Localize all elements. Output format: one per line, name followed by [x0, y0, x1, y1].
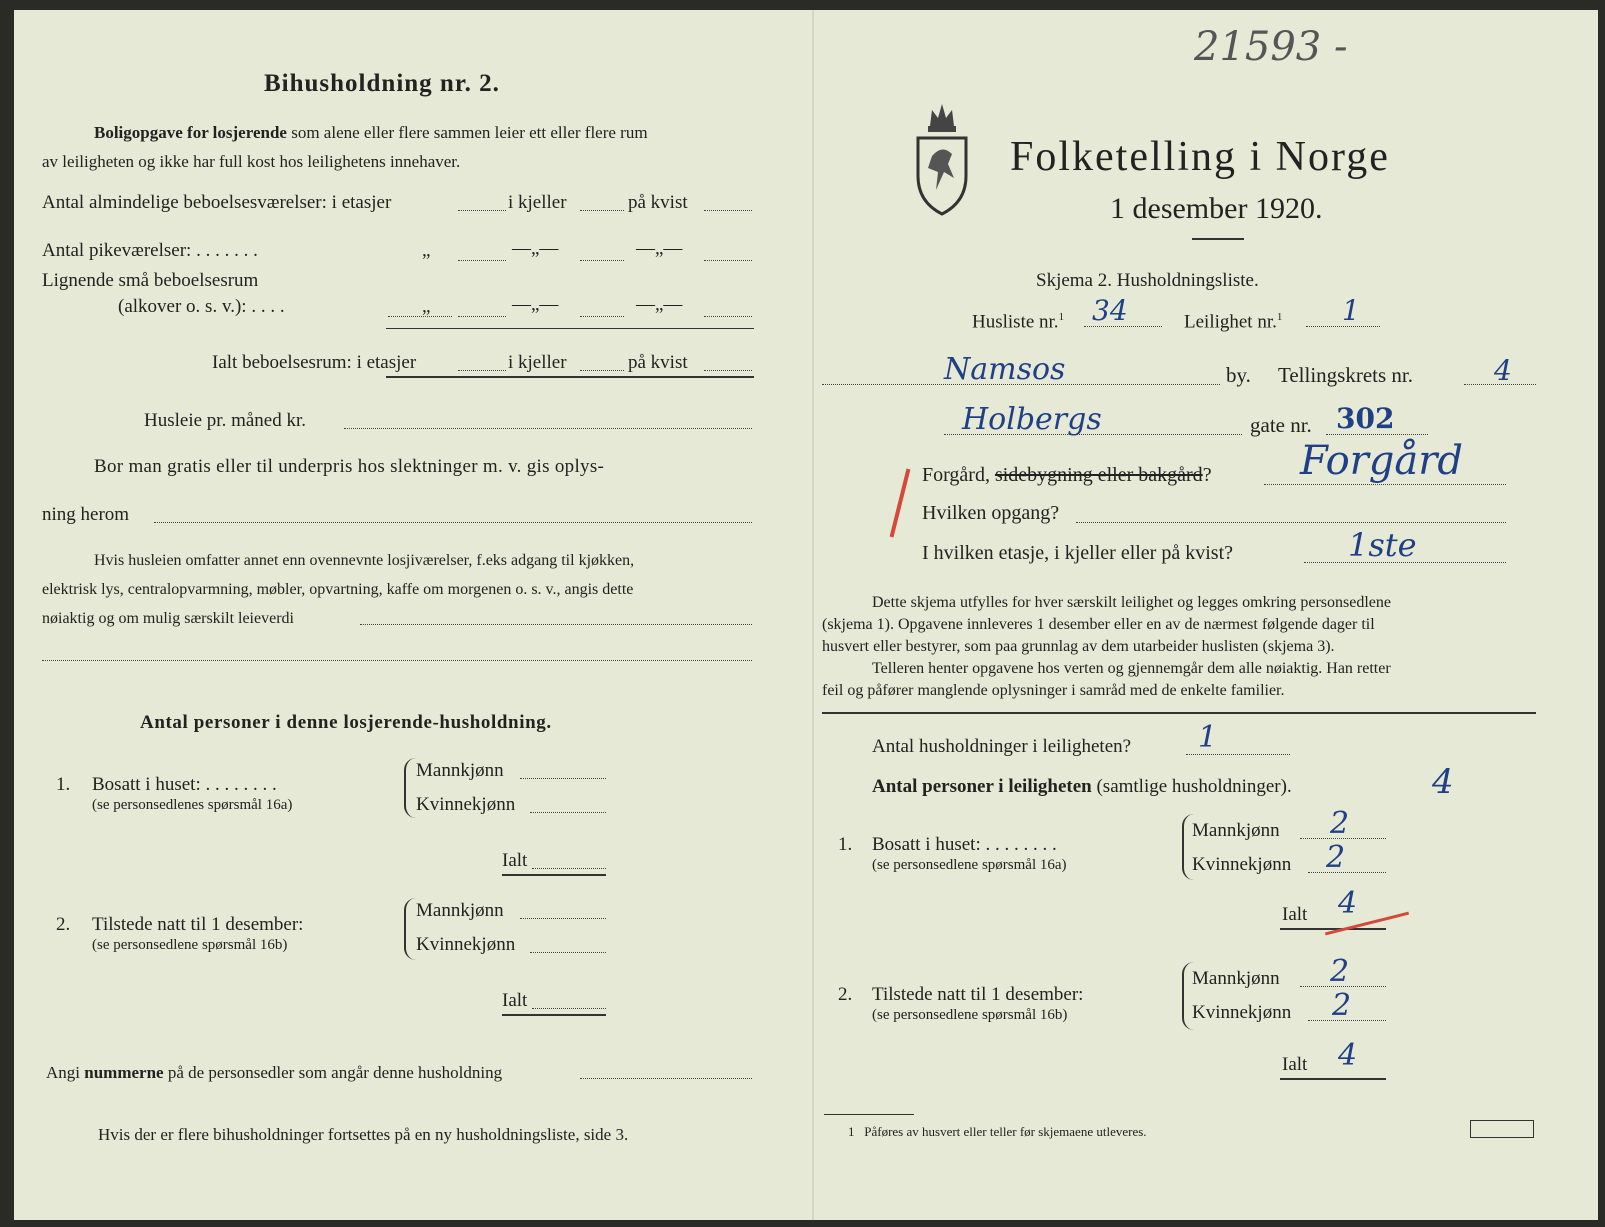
ialt-kjeller-field[interactable] — [580, 370, 624, 371]
husleie-field[interactable] — [344, 428, 752, 429]
husliste-value: 34 — [1092, 294, 1128, 327]
right-q1-kvinne-label: Kvinnekjønn — [1192, 854, 1292, 875]
left-q1-mann-label: Mannkjønn — [416, 760, 504, 781]
forgard-question: ? — [1202, 464, 1212, 486]
left-q2-ialt-field[interactable] — [532, 1008, 606, 1009]
bor-line-1: Bor man gratis eller til underpris hos slektninger m. v. gis oplys- — [94, 456, 605, 477]
opgang-label: Hvilken opgang? — [922, 502, 1060, 524]
left-q2-brace — [404, 898, 416, 960]
bor-line-2: ning herom — [42, 504, 130, 525]
rooms-kjeller-label: i kjeller — [508, 192, 567, 213]
pike-label: Antal pikeværelser: . . . . . . . — [42, 240, 258, 261]
info-line-4: Telleren henter opgavene hos verten og gjennemgår dem alle nøiaktig. Han retter — [872, 660, 1391, 677]
forgard-value: Forgård — [1300, 438, 1463, 484]
angi-post: på de personsedler som angår denne husholdning — [167, 1063, 503, 1082]
right-q1-sub: (se personsedlene spørsmål 16a) — [872, 857, 1067, 873]
alkover-ditto-3: —„— — [636, 294, 683, 315]
right-q1-ialt-value: 4 — [1338, 886, 1358, 921]
right-q2-ialt-value: 4 — [1338, 1038, 1358, 1073]
leilighet-label — [1184, 306, 1282, 333]
right-q1-mann-field[interactable] — [1300, 838, 1386, 839]
info-line-5: feil og påfører manglende oplysninger i samråd med de enkelte familier. — [822, 682, 1285, 699]
forgard-label: Forgård, — [922, 464, 990, 486]
left-q1-kvinne-label: Kvinnekjønn — [416, 794, 516, 815]
right-q2-label: Tilstede natt til 1 desember: — [872, 984, 1084, 1005]
alkover-label: (alkover o. s. v.): . . . . — [118, 296, 285, 317]
hvis-line-2: elektrisk lys, centralopvarmning, møbler, opvartning, kaffe om morgenen o. s. v., angis dette — [42, 581, 634, 598]
husleie-label: Husleie pr. måned kr. — [144, 410, 306, 431]
right-q2-kvinne-label: Kvinnekjønn — [1192, 1002, 1292, 1023]
right-q1-label: Bosatt i huset: . . . . . . . . — [872, 834, 1057, 855]
footnote-num: 1 — [848, 1124, 855, 1139]
husliste-label — [972, 306, 1064, 333]
persons-bold: Antal personer i leiligheten — [872, 776, 1092, 797]
left-q2-mann-field[interactable] — [520, 918, 606, 919]
left-footer: Hvis der er flere bihusholdninger fortsettes på en ny husholdningsliste, side 3. — [98, 1125, 629, 1144]
hvis-field[interactable] — [360, 624, 752, 625]
rooms-kjeller-field[interactable] — [580, 210, 624, 211]
ialt-kjeller-label: i kjeller — [508, 352, 567, 373]
rooms-label: Antal almindelige beboelsesværelser: i etasjer — [42, 192, 392, 213]
krets-value: 4 — [1494, 354, 1512, 387]
pike-kvist-field[interactable] — [704, 260, 752, 261]
gate-value: Holbergs — [962, 402, 1102, 437]
right-q2-ialt-label: Ialt — [1282, 1054, 1308, 1075]
bor-field[interactable] — [154, 522, 752, 523]
forgard-field[interactable] — [1264, 484, 1506, 485]
intro-rest: som alene eller flere sammen leier ett eller flere rum — [291, 123, 648, 142]
etasje-value: 1ste — [1348, 526, 1417, 564]
right-q2-kvinne-field[interactable] — [1308, 1020, 1386, 1021]
alkover-kjeller-field[interactable] — [580, 316, 624, 317]
left-q1-num: 1. — [56, 774, 71, 795]
alkover-field-1[interactable] — [388, 316, 452, 317]
info-line-1: Dette skjema utfylles for hver særskilt leilighet og legges omkring personsedlene — [872, 594, 1391, 611]
persons-value: 4 — [1432, 762, 1454, 802]
right-q1-ialt-label: Ialt — [1282, 904, 1308, 925]
pike-ditto-2: —„— — [512, 238, 559, 259]
hush-value: 1 — [1198, 720, 1218, 755]
right-q1-kvinne-value: 2 — [1326, 840, 1346, 875]
angi-field[interactable] — [580, 1078, 752, 1079]
opgang-field[interactable] — [1076, 522, 1506, 523]
persons-rest: (samtlige husholdninger). — [1096, 776, 1292, 797]
left-q2-kvinne-field[interactable] — [530, 952, 606, 953]
rooms-etasjer-field[interactable] — [458, 210, 506, 211]
printer-stamp — [1470, 1120, 1534, 1138]
left-q1-label: Bosatt i huset: . . . . . . . . — [92, 774, 277, 795]
angi-pre: Angi — [46, 1063, 80, 1082]
archive-number: 21593 - — [1194, 24, 1348, 70]
husliste-field[interactable] — [1084, 326, 1162, 327]
angi-line — [46, 1062, 502, 1084]
left-q1-brace — [404, 758, 416, 818]
rooms-kvist-field[interactable] — [704, 210, 752, 211]
pike-kjeller-field[interactable] — [580, 260, 624, 261]
leilighet-value: 1 — [1342, 294, 1360, 327]
left-q1-sub: (se personsedlenes spørsmål 16a) — [92, 797, 293, 813]
left-q2-mann-label: Mannkjønn — [416, 900, 504, 921]
left-q1-ialt-rule — [502, 874, 606, 876]
by-value: Namsos — [944, 352, 1066, 387]
right-q2-mann-value: 2 — [1330, 954, 1350, 989]
right-q1-mann-label: Mannkjønn — [1192, 820, 1280, 841]
right-page — [814, 10, 1598, 1220]
right-q1-num: 1. — [838, 834, 853, 855]
husliste-text: Husliste nr. — [972, 311, 1059, 333]
forgard-line — [922, 464, 1212, 486]
leilighet-text: Leilighet nr. — [1184, 311, 1277, 333]
right-q2-kvinne-value: 2 — [1332, 988, 1352, 1023]
left-q2-sub: (se personsedlene spørsmål 16b) — [92, 937, 288, 953]
title-divider — [1192, 238, 1244, 240]
etasje-field[interactable] — [1304, 562, 1506, 563]
leilighet-field[interactable] — [1306, 326, 1380, 327]
by-field[interactable] — [822, 384, 1220, 385]
ialt-rooms-label: Ialt beboelsesrum: i etasjer — [212, 352, 417, 373]
angi-bold: nummerne — [84, 1063, 164, 1082]
right-q1-kvinne-field[interactable] — [1308, 872, 1386, 873]
hvis-line-3: nøiaktig og om mulig særskilt leieverdi — [42, 610, 294, 627]
intro-bold: Boligopgave for losjerende — [94, 123, 287, 142]
alkover-etasjer-field[interactable] — [458, 316, 506, 317]
krets-label: Tellingskrets nr. — [1278, 363, 1414, 387]
right-q2-mann-field[interactable] — [1300, 986, 1386, 987]
forgard-struck: sidebygning eller bakgård — [994, 464, 1203, 486]
gate-nr-field[interactable] — [1326, 434, 1428, 435]
right-q2-ialt-rule — [1280, 1078, 1386, 1080]
right-q2-num: 2. — [838, 984, 853, 1005]
ialt-kvist-field[interactable] — [704, 370, 752, 371]
left-q2-kvinne-label: Kvinnekjønn — [416, 934, 516, 955]
right-q2-sub: (se personsedlene spørsmål 16b) — [872, 1007, 1068, 1023]
by-label: by. — [1226, 363, 1251, 387]
persons-line — [872, 776, 1292, 798]
left-q2-num: 2. — [56, 914, 71, 935]
info-line-3: husvert eller bestyrer, som paa grunnlag av dem utarbeider huslisten (skjema 3). — [822, 638, 1335, 655]
census-date: 1 desember 1920. — [1110, 192, 1323, 225]
hvis-line-1: Hvis husleien omfatter annet enn ovennevnte losjiværelser, f.eks adgang til kjøkken, — [94, 552, 635, 569]
etasje-label: I hvilken etasje, i kjeller eller på kvist? — [922, 542, 1233, 564]
left-q1-mann-field[interactable] — [520, 778, 606, 779]
ialt-kvist-label: på kvist — [628, 352, 688, 373]
left-q1-ialt-field[interactable] — [532, 868, 606, 869]
gate-field[interactable] — [944, 434, 1242, 435]
schema-label: Skjema 2. Husholdningsliste. — [1036, 270, 1259, 291]
right-q2-mann-label: Mannkjønn — [1192, 968, 1280, 989]
pike-etasjer-field[interactable] — [458, 260, 506, 261]
right-title: Folketelling i Norge — [1010, 134, 1390, 180]
hvis-field-2[interactable] — [42, 660, 752, 661]
left-q1-ialt-label: Ialt — [502, 850, 528, 871]
info-divider — [822, 712, 1536, 714]
krets-field[interactable] — [1464, 384, 1536, 385]
left-q2-ialt-rule — [502, 1014, 606, 1016]
sum-rule — [386, 328, 754, 329]
norway-coat-of-arms-icon — [912, 98, 972, 216]
left-q2-ialt-label: Ialt — [502, 990, 528, 1011]
lignende-label: Lignende små beboelsesrum — [42, 270, 259, 291]
info-line-2: (skjema 1). Opgavene innleveres 1 desember eller en av de nærmest følgende dager til — [822, 616, 1375, 633]
husliste-sup: 1 — [1058, 311, 1065, 323]
census-form — [14, 10, 1598, 1220]
left-q1-kvinne-field[interactable] — [530, 812, 606, 813]
footnote-text: Påføres av husvert eller teller før skjemaene utleveres. — [864, 1124, 1147, 1139]
intro-line-2: av leiligheten og ikke har full kost hos leilighetens innehaver. — [42, 152, 461, 171]
left-q2-label: Tilstede natt til 1 desember: — [92, 914, 304, 935]
intro-line-1 — [94, 122, 648, 144]
hush-field[interactable] — [1186, 754, 1290, 755]
alkover-ditto-1: „ — [422, 296, 431, 317]
footnote-rule — [824, 1114, 914, 1115]
ialt-etasjer-field[interactable] — [458, 370, 506, 371]
rooms-kvist-label: på kvist — [628, 192, 688, 213]
alkover-ditto-2: —„— — [512, 294, 559, 315]
right-q1-mann-value: 2 — [1330, 806, 1350, 841]
left-persons-title: Antal personer i denne losjerende-husholdning. — [140, 712, 552, 733]
leilighet-sup: 1 — [1276, 311, 1283, 323]
pike-ditto-1: „ — [422, 240, 431, 261]
hush-label: Antal husholdninger i leiligheten? — [872, 736, 1132, 757]
footnote — [848, 1124, 1147, 1140]
alkover-kvist-field[interactable] — [704, 316, 752, 317]
red-margin-mark — [890, 469, 911, 538]
gate-nr-value: 302 — [1336, 402, 1395, 435]
ialt-double-rule — [386, 376, 754, 378]
gate-label: gate nr. — [1250, 413, 1312, 437]
left-page — [14, 10, 814, 1220]
pike-ditto-3: —„— — [636, 238, 683, 259]
left-title: Bihusholdning nr. 2. — [264, 70, 500, 97]
